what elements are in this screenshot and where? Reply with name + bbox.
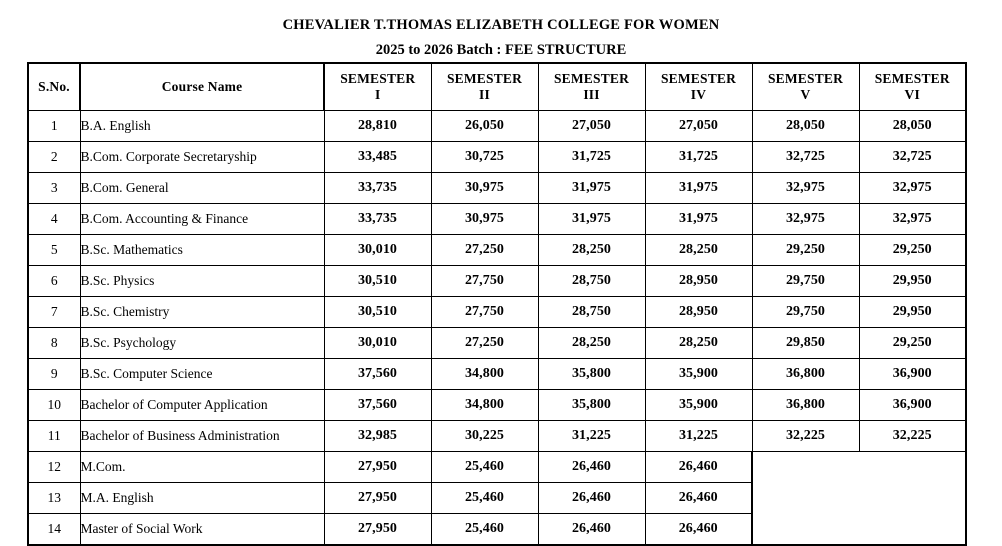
cell-fee-semester-3: 31,225 bbox=[538, 421, 645, 452]
table-row bbox=[28, 173, 966, 204]
cell-serial-number: 2 bbox=[28, 142, 80, 173]
cell-fee-semester-5: 32,975 bbox=[752, 173, 859, 204]
cell-fee-semester-2: 30,975 bbox=[431, 173, 538, 204]
cell-fee-semester-1: 37,560 bbox=[324, 390, 431, 421]
cell-serial-number: 3 bbox=[28, 173, 80, 204]
cell-serial-number: 13 bbox=[28, 483, 80, 514]
cell-fee-semester-4: 31,975 bbox=[645, 204, 752, 235]
semester-label: SEMESTER bbox=[660, 71, 737, 87]
column-header-semester-2 bbox=[431, 63, 538, 111]
cell-fee-semester-3: 28,750 bbox=[538, 266, 645, 297]
semester-label: SEMESTER bbox=[446, 71, 523, 87]
cell-course-name: B.Sc. Chemistry bbox=[80, 297, 324, 328]
cell-fee-semester-1: 30,510 bbox=[324, 297, 431, 328]
cell-fee-semester-2: 27,750 bbox=[431, 297, 538, 328]
cell-fee-semester-5: 36,800 bbox=[752, 390, 859, 421]
cell-course-name: B.Sc. Psychology bbox=[80, 328, 324, 359]
cell-course-name: B.A. English bbox=[80, 111, 324, 142]
cell-fee-semester-5: 29,750 bbox=[752, 297, 859, 328]
semester-label: SEMESTER bbox=[874, 71, 950, 87]
cell-fee-semester-6: 36,900 bbox=[859, 390, 966, 421]
cell-serial-number: 9 bbox=[28, 359, 80, 390]
cell-fee-semester-3: 28,250 bbox=[538, 235, 645, 266]
cell-fee-semester-3: 26,460 bbox=[538, 514, 645, 545]
cell-fee-semester-1: 37,560 bbox=[324, 359, 431, 390]
cell-fee-semester-5: 29,750 bbox=[752, 266, 859, 297]
cell-course-name: B.Sc. Computer Science bbox=[80, 359, 324, 390]
cell-fee-semester-4: 28,950 bbox=[645, 297, 752, 328]
table-row bbox=[28, 390, 966, 421]
cell-fee-semester-6: 32,975 bbox=[859, 173, 966, 204]
cell-course-name: B.Com. Accounting & Finance bbox=[80, 204, 324, 235]
cell-fee-semester-2: 26,050 bbox=[431, 111, 538, 142]
cell-serial-number: 8 bbox=[28, 328, 80, 359]
cell-fee-semester-2: 25,460 bbox=[431, 514, 538, 545]
cell-fee-semester-1: 33,735 bbox=[324, 204, 431, 235]
cell-fee-semester-6-empty bbox=[859, 483, 966, 514]
cell-fee-semester-2: 34,800 bbox=[431, 390, 538, 421]
cell-serial-number: 1 bbox=[28, 111, 80, 142]
cell-fee-semester-1: 27,950 bbox=[324, 514, 431, 545]
cell-fee-semester-5-empty bbox=[752, 483, 859, 514]
cell-course-name: B.Com. Corporate Secretaryship bbox=[80, 142, 324, 173]
cell-fee-semester-2: 25,460 bbox=[431, 483, 538, 514]
table-row bbox=[28, 111, 966, 142]
semester-label: SEMESTER bbox=[340, 71, 416, 87]
cell-fee-semester-3: 27,050 bbox=[538, 111, 645, 142]
cell-fee-semester-1: 28,810 bbox=[324, 111, 431, 142]
table-row bbox=[28, 297, 966, 328]
cell-fee-semester-1: 30,010 bbox=[324, 328, 431, 359]
cell-fee-semester-6: 28,050 bbox=[859, 111, 966, 142]
cell-fee-semester-5: 32,725 bbox=[752, 142, 859, 173]
cell-fee-semester-6: 29,250 bbox=[859, 235, 966, 266]
cell-serial-number: 14 bbox=[28, 514, 80, 545]
cell-fee-semester-5-empty bbox=[752, 514, 859, 545]
page-subtitle: 2025 to 2026 Batch : FEE STRUCTURE bbox=[375, 41, 627, 58]
column-header-semester-6 bbox=[859, 63, 966, 111]
cell-fee-semester-5-empty bbox=[752, 452, 859, 483]
cell-fee-semester-5: 28,050 bbox=[752, 111, 859, 142]
table-row bbox=[28, 483, 966, 514]
cell-fee-semester-4: 35,900 bbox=[645, 359, 752, 390]
semester-number: V bbox=[800, 87, 811, 102]
cell-serial-number: 12 bbox=[28, 452, 80, 483]
cell-serial-number: 6 bbox=[28, 266, 80, 297]
cell-fee-semester-3: 31,975 bbox=[538, 204, 645, 235]
table-row bbox=[28, 359, 966, 390]
cell-fee-semester-2: 27,250 bbox=[431, 235, 538, 266]
cell-fee-semester-1: 32,985 bbox=[324, 421, 431, 452]
page-title: CHEVALIER T.THOMAS ELIZABETH COLLEGE FOR WOMEN bbox=[282, 17, 720, 33]
cell-fee-semester-1: 30,010 bbox=[324, 235, 431, 266]
table-row bbox=[28, 235, 966, 266]
cell-course-name: M.Com. bbox=[80, 452, 324, 483]
cell-fee-semester-6: 29,950 bbox=[859, 297, 966, 328]
column-header-semester-4 bbox=[645, 63, 752, 111]
cell-fee-semester-2: 30,975 bbox=[431, 204, 538, 235]
table-row bbox=[28, 328, 966, 359]
column-header-semester-3 bbox=[538, 63, 645, 111]
cell-course-name: Bachelor of Business Administration bbox=[80, 421, 324, 452]
cell-fee-semester-6: 29,950 bbox=[859, 266, 966, 297]
cell-serial-number: 4 bbox=[28, 204, 80, 235]
cell-fee-semester-4: 26,460 bbox=[645, 483, 752, 514]
cell-course-name: Master of Social Work bbox=[80, 514, 324, 545]
cell-fee-semester-4: 26,460 bbox=[645, 514, 752, 545]
cell-fee-semester-4: 28,250 bbox=[645, 328, 752, 359]
cell-fee-semester-3: 26,460 bbox=[538, 483, 645, 514]
table-header bbox=[28, 63, 966, 111]
column-header-course-name: Course Name bbox=[80, 63, 324, 111]
table-row bbox=[28, 452, 966, 483]
cell-course-name: B.Com. General bbox=[80, 173, 324, 204]
semester-number: I bbox=[375, 87, 381, 102]
semester-label: SEMESTER bbox=[767, 71, 844, 87]
cell-fee-semester-1: 30,510 bbox=[324, 266, 431, 297]
cell-fee-semester-3: 26,460 bbox=[538, 452, 645, 483]
cell-fee-semester-3: 31,725 bbox=[538, 142, 645, 173]
cell-fee-semester-6: 36,900 bbox=[859, 359, 966, 390]
document-titles bbox=[0, 0, 1002, 59]
cell-fee-semester-2: 27,750 bbox=[431, 266, 538, 297]
cell-fee-semester-2: 34,800 bbox=[431, 359, 538, 390]
cell-serial-number: 7 bbox=[28, 297, 80, 328]
cell-fee-semester-4: 31,225 bbox=[645, 421, 752, 452]
cell-fee-semester-1: 33,485 bbox=[324, 142, 431, 173]
cell-fee-semester-6: 32,975 bbox=[859, 204, 966, 235]
table-row bbox=[28, 204, 966, 235]
cell-fee-semester-6: 32,225 bbox=[859, 421, 966, 452]
cell-fee-semester-6: 32,725 bbox=[859, 142, 966, 173]
cell-fee-semester-5: 32,225 bbox=[752, 421, 859, 452]
semester-number: II bbox=[479, 87, 490, 102]
column-header-semester-5 bbox=[752, 63, 859, 111]
cell-fee-semester-5: 36,800 bbox=[752, 359, 859, 390]
cell-fee-semester-2: 30,225 bbox=[431, 421, 538, 452]
cell-fee-semester-4: 28,250 bbox=[645, 235, 752, 266]
cell-fee-semester-1: 33,735 bbox=[324, 173, 431, 204]
cell-fee-semester-4: 27,050 bbox=[645, 111, 752, 142]
fee-structure-table bbox=[27, 62, 967, 546]
cell-course-name: B.Sc. Physics bbox=[80, 266, 324, 297]
table-row bbox=[28, 266, 966, 297]
cell-fee-semester-4: 31,975 bbox=[645, 173, 752, 204]
column-header-semester-1 bbox=[324, 63, 431, 111]
table-body bbox=[28, 111, 966, 545]
cell-fee-semester-5: 32,975 bbox=[752, 204, 859, 235]
cell-fee-semester-2: 25,460 bbox=[431, 452, 538, 483]
cell-fee-semester-3: 35,800 bbox=[538, 390, 645, 421]
cell-fee-semester-2: 27,250 bbox=[431, 328, 538, 359]
cell-fee-semester-1: 27,950 bbox=[324, 483, 431, 514]
cell-fee-semester-4: 35,900 bbox=[645, 390, 752, 421]
cell-course-name: B.Sc. Mathematics bbox=[80, 235, 324, 266]
cell-fee-semester-6: 29,250 bbox=[859, 328, 966, 359]
semester-number: VI bbox=[904, 87, 920, 102]
cell-serial-number: 10 bbox=[28, 390, 80, 421]
fee-table-container bbox=[27, 62, 967, 546]
cell-fee-semester-3: 31,975 bbox=[538, 173, 645, 204]
cell-fee-semester-5: 29,250 bbox=[752, 235, 859, 266]
cell-fee-semester-3: 28,250 bbox=[538, 328, 645, 359]
cell-fee-semester-6-empty bbox=[859, 452, 966, 483]
cell-course-name: Bachelor of Computer Application bbox=[80, 390, 324, 421]
cell-fee-semester-4: 28,950 bbox=[645, 266, 752, 297]
cell-fee-semester-4: 26,460 bbox=[645, 452, 752, 483]
cell-fee-semester-3: 28,750 bbox=[538, 297, 645, 328]
cell-serial-number: 11 bbox=[28, 421, 80, 452]
table-row bbox=[28, 142, 966, 173]
table-row bbox=[28, 421, 966, 452]
cell-course-name: M.A. English bbox=[80, 483, 324, 514]
table-row bbox=[28, 514, 966, 545]
semester-number: IV bbox=[690, 87, 707, 102]
cell-fee-semester-4: 31,725 bbox=[645, 142, 752, 173]
cell-fee-semester-3: 35,800 bbox=[538, 359, 645, 390]
semester-number: III bbox=[583, 87, 600, 102]
cell-serial-number: 5 bbox=[28, 235, 80, 266]
cell-fee-semester-6-empty bbox=[859, 514, 966, 545]
header-row bbox=[28, 63, 966, 111]
column-header-sno: S.No. bbox=[28, 63, 80, 111]
cell-fee-semester-1: 27,950 bbox=[324, 452, 431, 483]
cell-fee-semester-5: 29,850 bbox=[752, 328, 859, 359]
semester-label: SEMESTER bbox=[553, 71, 630, 87]
cell-fee-semester-2: 30,725 bbox=[431, 142, 538, 173]
